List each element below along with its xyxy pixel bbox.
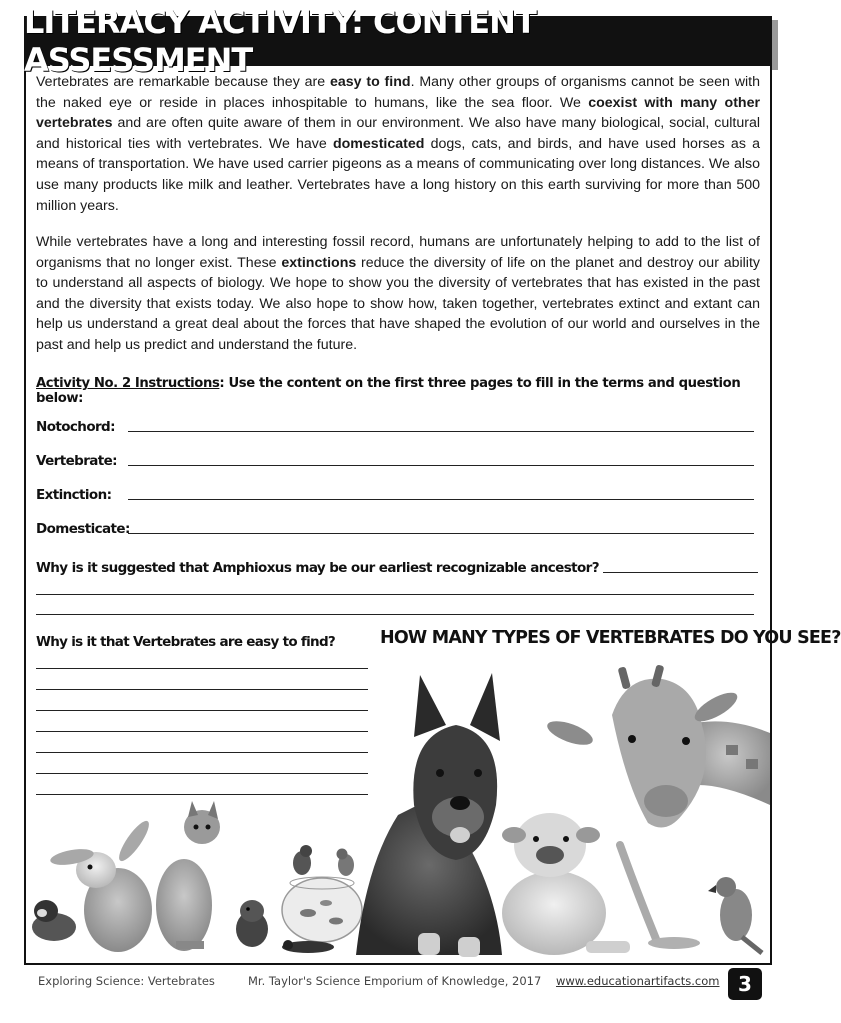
instructions-label: Activity No. 2 Instructions [36, 376, 220, 391]
footer-course-title: Exploring Science: Vertebrates [38, 974, 215, 988]
vertebrate-animals-illustration [26, 655, 770, 963]
term-label: Domesticate: [36, 521, 130, 537]
ferret-image [32, 900, 76, 941]
term-answer-line[interactable] [128, 533, 754, 534]
activity-instructions [36, 376, 760, 406]
easy-to-find-question: Why is it that Vertebrates are easy to find? [36, 634, 336, 650]
text-run: While vertebrates have a long and interesting fossil record, humans are unfortunately helping to add to the list of organisms that no longer exist. These [36, 234, 760, 271]
bold-key-term: coexist with many other vertebrates [36, 94, 760, 132]
footer-website-link[interactable]: www.educationartifacts.com [556, 974, 720, 988]
footer-author: Mr. Taylor's Science Emporium of Knowledge, 2017 [248, 974, 542, 988]
bold-key-term: easy to find [329, 74, 411, 90]
instructions-text: : Use the content on the first three pages to fill in the terms and question below: [36, 376, 741, 406]
parrot-image [708, 877, 762, 953]
term-row-vertebrate [36, 447, 754, 469]
text-run: reduce the diversity of life on the planet and destroy our ability to understand all aspects of biology. We hope to show you the diversity of vertebrates that has existed in the past and the diversity that exists today. We also hope to show how, taken together, vertebrates extinct and extant can help us understand a great deal about the forces that have shaped the evolution of our world and ourselves in the past and help us predict and understand the future. [36, 254, 760, 353]
german-shepherd-image [356, 673, 502, 957]
bold-key-term: domesticated [332, 135, 425, 152]
text-run: . Many other groups of organisms cannot be seen with the naked eye or reside in places inhospitable to humans, like the sea floor. We [36, 74, 760, 111]
page-title: LITERACY ACTIVITY: CONTENT ASSESSMENT [24, 16, 772, 66]
question-text: Why is it suggested that Amphioxus may be our earliest recognizable ancestor? [36, 560, 599, 576]
hamster-image [236, 900, 268, 947]
term-answer-line[interactable] [128, 499, 754, 500]
bulldog-image [502, 813, 630, 955]
term-answer-line[interactable] [128, 465, 754, 466]
text-run: and are often quite aware of them in our environment. We also have many biological, social, cultural and historical ties with vertebrates. We have [36, 115, 760, 152]
question-answer-line[interactable] [36, 614, 754, 615]
term-label: Extinction: [36, 487, 112, 503]
term-row-domesticate [36, 515, 754, 537]
term-row-notochord [36, 413, 754, 435]
page-number-badge: 3 [728, 968, 762, 1000]
dog-treat-image [620, 845, 700, 949]
intro-paragraph [36, 72, 760, 216]
term-label: Vertebrate: [36, 453, 117, 469]
term-row-extinction [36, 481, 754, 503]
text-run: Vertebrates are remarkable because they are [36, 74, 330, 90]
extinction-paragraph [36, 232, 760, 356]
bold-key-term: extinctions [281, 254, 357, 271]
vertebrate-image-heading: HOW MANY TYPES OF VERTEBRATES DO YOU SEE? [380, 628, 841, 648]
giraffe-image [544, 664, 770, 827]
bird-on-bowl-image [293, 845, 354, 876]
question-answer-line[interactable] [36, 594, 754, 595]
term-answer-line[interactable] [128, 431, 754, 432]
fishbowl-image [282, 877, 362, 942]
text-run: dogs, cats, and birds, and have used horses as a means of transportation. We have used carrier pigeons as a means of communicating over long distances. We also use many products like milk and leather. Vertebrates have a long history on this earth surviving for more than 500 million years. [36, 135, 760, 214]
amphioxus-question [36, 560, 758, 576]
cat-image [156, 801, 220, 951]
question-answer-line[interactable] [603, 572, 758, 573]
term-label: Notochord: [36, 419, 115, 435]
